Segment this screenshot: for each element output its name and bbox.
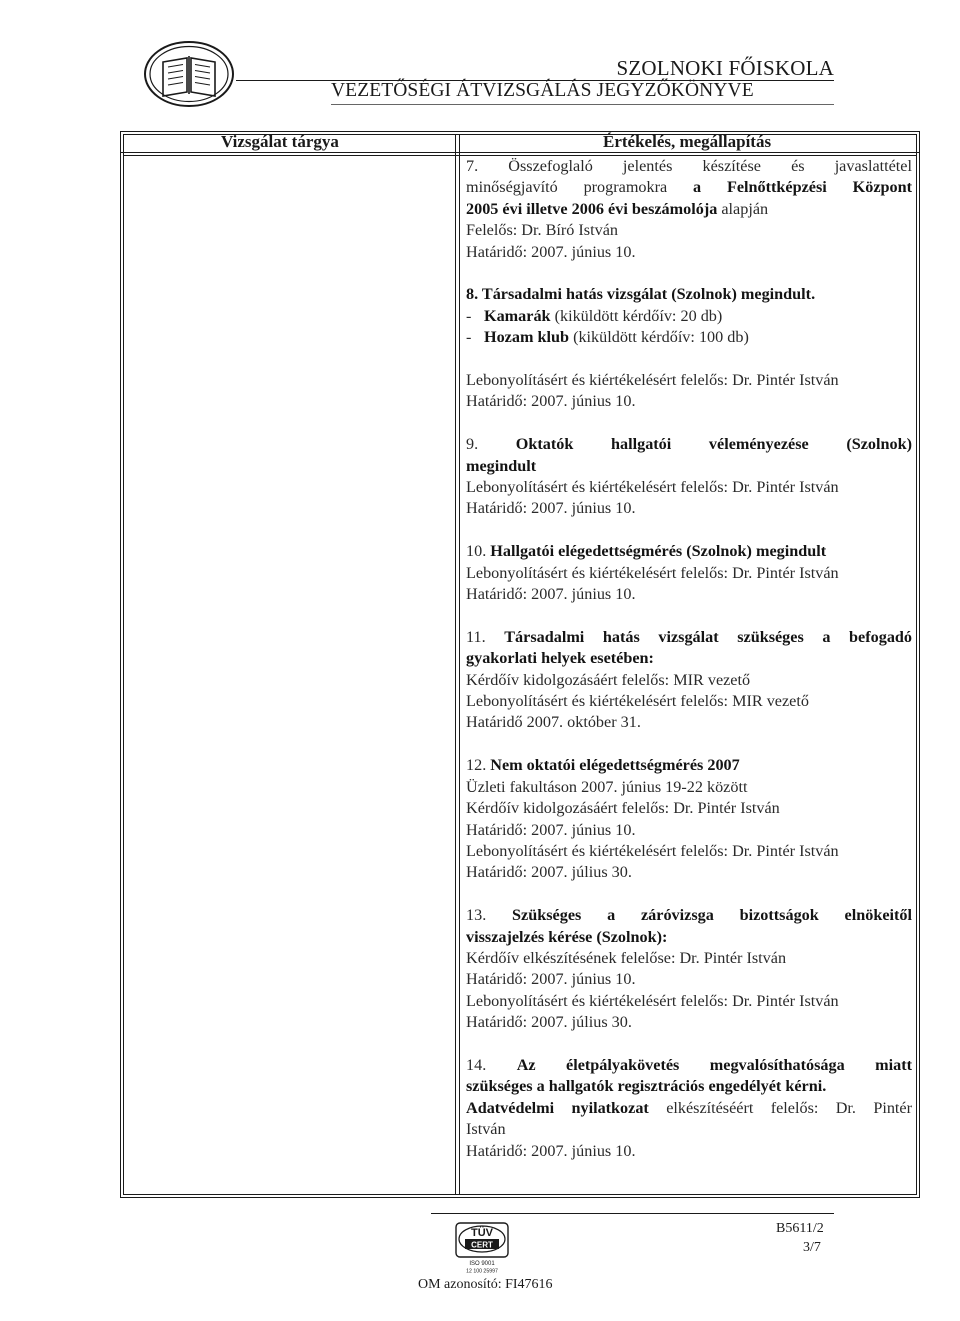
item-13-title: 13. Szükséges a záróvizsga bizottságok elnökeitől: [466, 906, 913, 925]
item-7-line-3: 2005 évi illetve 2006 évi beszámolója alapján: [466, 199, 769, 218]
item-14-title-cont: szükséges a hallgatók regisztrációs engedélyét kérni.: [466, 1077, 827, 1096]
item-11-questionnaire: Kérdőív kidolgozásáért felelős: MIR vezető: [466, 670, 751, 689]
list-item-10: [466, 541, 912, 605]
list-item-9: [466, 434, 912, 520]
list-item-11: [466, 627, 912, 734]
item-13-responsible: Lebonyolításért és kiértékelésért felelős: Dr. Pintér István: [466, 991, 839, 1010]
list-item-7: [466, 156, 912, 263]
column-header-evaluation: Értékelés, megállapítás: [603, 132, 772, 151]
column-header-subject: Vizsgálat tárgya: [221, 132, 339, 151]
list-item-12: [466, 755, 912, 883]
item-11-title-cont: gyakorlati helyek esetében:: [466, 649, 654, 668]
item-9-title: 9. Oktatók hallgatói véleményezése (Szolnok): [466, 435, 913, 454]
item-9-title-cont: megindult: [466, 456, 537, 475]
column-divider: [455, 134, 456, 1194]
item-12-faculty: Üzleti fakultáson 2007. június 19-22 között: [466, 777, 748, 796]
list-item-14: [466, 1055, 912, 1162]
item-8-bullet-1: - Kamarák (kiküldött kérdőív: 20 db): [466, 306, 912, 327]
iso-text: ISO 9001: [469, 1261, 495, 1267]
item-8-bullet-2: - Hozam klub (kiküldött kérdőív: 100 db): [466, 327, 912, 348]
header-row-line: [120, 152, 920, 153]
item-7-line-2: minőségjavító programokra a Felnőttképzési Központ: [466, 178, 912, 197]
evaluation-column: [466, 156, 912, 1183]
item-12-deadline-1: Határidő: 2007. június 10.: [466, 820, 636, 839]
item-11-responsible: Lebonyolításért és kiértékelésért felelős: MIR vezető: [466, 692, 809, 711]
document-title: VEZETŐSÉGI ÁTVIZSGÁLÁS JEGYZŐKÖNYVE: [331, 80, 754, 101]
item-12-responsible: Lebonyolításért és kiértékelésért felelős: Dr. Pintér István: [466, 841, 839, 860]
page-number: 3/7: [803, 1240, 821, 1255]
header-underline: [331, 104, 834, 105]
list-item-13: [466, 905, 912, 1033]
item-10-responsible: Lebonyolításért és kiértékelésért felelős: Dr. Pintér István: [466, 563, 839, 582]
item-7-responsible: Felelős: Dr. Bíró István: [466, 221, 618, 240]
item-11-deadline: Határidő 2007. október 31.: [466, 713, 641, 732]
item-13-deadline-2: Határidő: 2007. július 30.: [466, 1013, 632, 1032]
column-divider-inner: [459, 134, 460, 1194]
item-12-deadline-2: Határidő: 2007. július 30.: [466, 863, 632, 882]
item-7-line-1: 7. Összefoglaló jelentés készítése és javaslattétel: [466, 157, 912, 175]
tuv-cert-logo-icon: [446, 1222, 518, 1274]
item-11-title: 11. Társadalmi hatás vizsgálat szükséges a befogadó: [466, 627, 913, 646]
tuv-mark-text: TÜV: [471, 1227, 493, 1239]
college-logo-book-icon: [143, 40, 235, 108]
om-identifier: OM azonosító: FI47616: [418, 1277, 553, 1292]
item-9-responsible: Lebonyolításért és kiértékelésért felelős: Dr. Pintér István: [466, 478, 839, 497]
item-8-title: 8. Társadalmi hatás vizsgálat (Szolnok) megindult.: [466, 285, 816, 304]
item-10-deadline: Határidő: 2007. június 10.: [466, 585, 636, 604]
footer-divider: [431, 1213, 834, 1214]
item-8-deadline: Határidő: 2007. június 10.: [466, 392, 636, 411]
cert-number-text: 12 100 25997: [466, 1268, 498, 1274]
item-8-responsible: Lebonyolításért és kiértékelésért felelős: Dr. Pintér István: [466, 371, 839, 390]
item-7-deadline: Határidő: 2007. június 10.: [466, 242, 636, 261]
item-8-spacer: [466, 349, 912, 370]
item-13-deadline-1: Határidő: 2007. június 10.: [466, 970, 636, 989]
item-14-privacy: Adatvédelmi nyilatkozat elkészítéséért felelős: Dr. Pintér: [466, 1098, 912, 1117]
list-item-8: [466, 284, 912, 412]
item-13-questionnaire: Kérdőív elkészítésének felelőse: Dr. Pintér István: [466, 948, 787, 967]
item-9-deadline: Határidő: 2007. június 10.: [466, 499, 636, 518]
institution-name: SZOLNOKI FŐISKOLA: [616, 56, 834, 80]
item-12-title: 12. Nem oktatói elégedettségmérés 2007: [466, 756, 740, 775]
item-14-responsible-cont: István: [466, 1120, 506, 1139]
document-code: B5611/2: [776, 1221, 824, 1236]
item-14-deadline: Határidő: 2007. június 10.: [466, 1141, 636, 1160]
item-10-title: 10. Hallgatói elégedettségmérés (Szolnok) megindult: [466, 542, 827, 561]
item-14-title: 14. Az életpályakövetés megvalósíthatósága miatt: [466, 1055, 912, 1074]
cert-text: CERT: [471, 1240, 493, 1250]
item-13-title-cont: visszajelzés kérése (Szolnok):: [466, 927, 668, 946]
item-12-questionnaire: Kérdőív kidolgozásáért felelős: Dr. Pintér István: [466, 799, 780, 818]
